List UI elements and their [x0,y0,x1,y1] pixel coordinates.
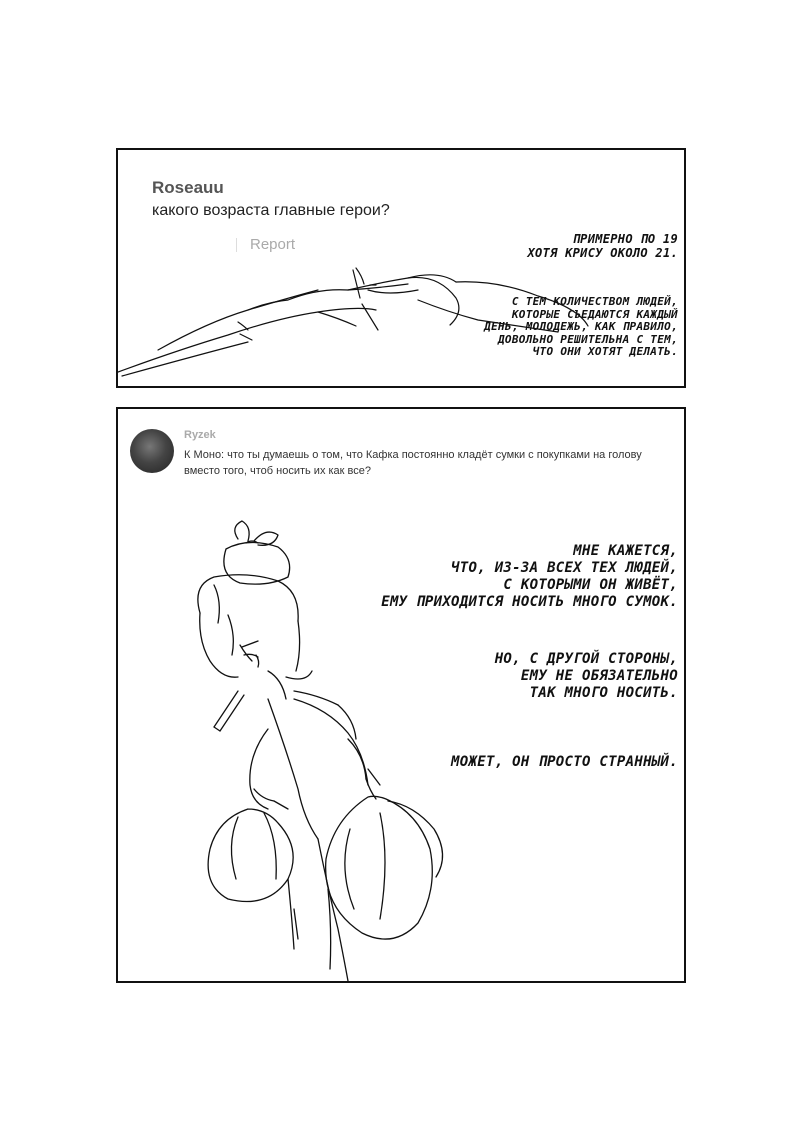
caption-line: ПРИМЕРНО ПО 19 [572,232,678,246]
comic-panel-2 [116,407,686,983]
caption-line: КОТОРЫЕ СЪЕДАЮТСЯ КАЖДЫЙ [511,307,678,321]
caption-line: МНЕ КАЖЕТСЯ, [573,543,678,559]
report-link[interactable]: Report [250,236,296,253]
caption-people [484,296,678,359]
caption-strange [451,754,678,771]
caption-age [528,232,679,260]
caption-line: С КОТОРЫМИ ОН ЖИВЁТ, [503,577,678,593]
caption-line: ЕМУ ПРИХОДИТСЯ НОСИТЬ МНОГО СУМОК. [381,594,678,610]
caption-line: ЕМУ НЕ ОБЯЗАТЕЛЬНО [520,668,678,684]
caption-line: ЧТО ОНИ ХОТЯТ ДЕЛАТЬ. [532,345,678,358]
caption-other-side [495,651,678,702]
caption-line: ТАК МНОГО НОСИТЬ. [529,685,678,701]
caption-line: МОЖЕТ, ОН ПРОСТО СТРАННЫЙ. [451,754,678,770]
caption-line: ЧТО, ИЗ-ЗА ВСЕХ ТЕХ ЛЮДЕЙ, [451,560,678,576]
caption-line: ДЕНЬ, МОЛОДЕЖЬ, КАК ПРАВИЛО, [484,320,678,333]
caption-line: ХОТЯ КРИСУ ОКОЛО 21. [527,246,678,260]
caption-line: НО, С ДРУГОЙ СТОРОНЫ, [494,651,678,667]
comment-username[interactable]: Ryzek [184,429,216,441]
caption-line: С ТЕМ КОЛИЧЕСТВОМ ЛЮДЕЙ, [511,295,678,308]
comment-text: К Моно: что ты думаешь о том, что Кафка постоянно кладёт сумки с покупками на голову вместо того, чтоб носить их как все? [184,449,642,477]
caption-line: ДОВОЛЬНО РЕШИТЕЛЬНА С ТЕМ, [498,332,678,346]
caption-bags [381,543,678,611]
comment-username[interactable]: Roseauu [152,178,224,197]
comment-text: какого возраста главные герои? [152,202,390,219]
comic-panel-1 [116,148,686,388]
